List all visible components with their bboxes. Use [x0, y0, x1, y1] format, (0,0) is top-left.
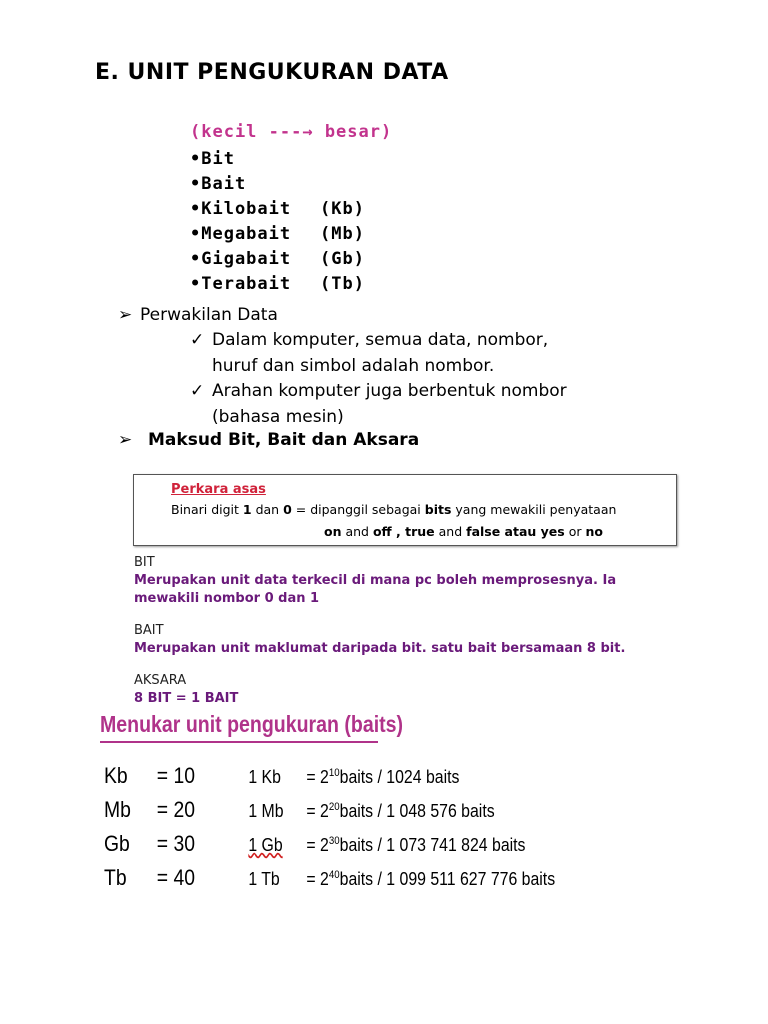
unit-abbr: Kb	[104, 763, 128, 788]
unit-abbreviation: (Mb)	[320, 224, 365, 244]
unit-list-item	[190, 172, 392, 197]
checkmark-icon: ✓	[190, 381, 205, 401]
unit-power: = 20	[156, 797, 196, 822]
representation-point	[190, 378, 567, 430]
definition-text: Merupakan unit data terkecil di mana pc boleh memprosesnya. Ia mewakili nombor 0 dan 1	[134, 573, 617, 606]
unit-bytes: = $2^{40}baits / 1$ 099 511 627 776 baits	[306, 869, 556, 889]
unit-bytes: = $2^{20}baits / 1$ 048 576 baits	[306, 801, 495, 821]
unit-abbr: Mb	[104, 797, 131, 822]
conversion-title: Menukar unit pengukuran (baits)	[100, 711, 404, 737]
checkmark-icon: ✓	[190, 330, 205, 350]
unit-one: 1 Kb	[248, 767, 281, 787]
unit-size-list	[190, 120, 392, 297]
representation-title: Perwakilan Data	[140, 305, 278, 325]
unit-power: = 10	[156, 763, 196, 788]
point-text-continued: huruf dan simbol adalah nombor.	[212, 356, 495, 376]
unit-abbr: Gb	[104, 831, 130, 856]
basic-facts-box	[133, 474, 677, 546]
unit-list-item	[190, 247, 392, 272]
unit-name: •Megabait	[190, 224, 292, 244]
unit-list-item	[190, 197, 392, 222]
point-text: Arahan komputer juga berbentuk nombor	[212, 381, 567, 401]
definition-text: Merupakan unit maklumat daripada bit. satu bait bersamaan 8 bit.	[134, 641, 626, 656]
unit-power: = 30	[156, 831, 196, 856]
page-heading: E. UNIT PENGUKURAN DATA	[95, 60, 449, 85]
definition-text: 8 BIT = 1 BAIT	[134, 691, 239, 706]
definition-term: BIT	[134, 555, 155, 570]
conversion-row	[104, 831, 525, 858]
size-order-label: (kecil ---→ besar)	[190, 122, 393, 142]
unit-bytes: = $2^{30}baits / 1$ 073 741 824 baits	[306, 835, 526, 855]
point-text: Dalam komputer, semua data, nombor,	[212, 330, 549, 350]
definition-term: BAIT	[134, 623, 164, 638]
unit-name: •Bit	[190, 149, 235, 169]
unit-list-item	[190, 147, 392, 172]
representation-heading	[118, 303, 278, 327]
unit-power: = 40	[156, 865, 196, 890]
definition-bit	[134, 554, 674, 608]
conversion-row	[104, 763, 459, 790]
arrow-bullet-icon: ➢	[118, 430, 133, 450]
unit-list-item	[190, 222, 392, 247]
unit-name: •Bait	[190, 174, 247, 194]
definition-aksara	[134, 672, 238, 708]
unit-abbr: Tb	[104, 865, 127, 890]
unit-abbreviation: (Kb)	[320, 199, 365, 219]
conversion-row	[104, 797, 495, 824]
box-line-1: Binari digit 1 dan 0 = dipanggil sebagai bits yang mewakili penyataan	[171, 502, 617, 517]
definition-bait	[134, 622, 625, 658]
representation-point	[190, 327, 548, 379]
unit-bytes: = $2^{10}baits / 1024$ baits	[306, 767, 460, 787]
meaning-heading	[118, 428, 419, 452]
arrow-bullet-icon: ➢	[118, 305, 133, 325]
box-line-2: on and off , true and false atau yes or no	[324, 524, 603, 539]
unit-name: •Gigabait	[190, 249, 292, 269]
unit-name: •Terabait	[190, 274, 292, 294]
unit-abbreviation: (Tb)	[320, 274, 365, 294]
unit-one: 1 Tb	[248, 869, 280, 889]
point-text-continued: (bahasa mesin)	[212, 407, 344, 427]
unit-name: •Kilobait	[190, 199, 292, 219]
unit-list-item	[190, 272, 392, 297]
meaning-title: Maksud Bit, Bait dan Aksara	[148, 430, 420, 450]
title-underline	[100, 741, 378, 743]
conversion-row	[104, 865, 555, 892]
unit-one: 1 Gb	[248, 835, 283, 855]
unit-abbreviation: (Gb)	[320, 249, 365, 269]
box-title: Perkara asas	[171, 482, 266, 497]
definition-term: AKSARA	[134, 673, 187, 688]
unit-one: 1 Mb	[248, 801, 284, 821]
